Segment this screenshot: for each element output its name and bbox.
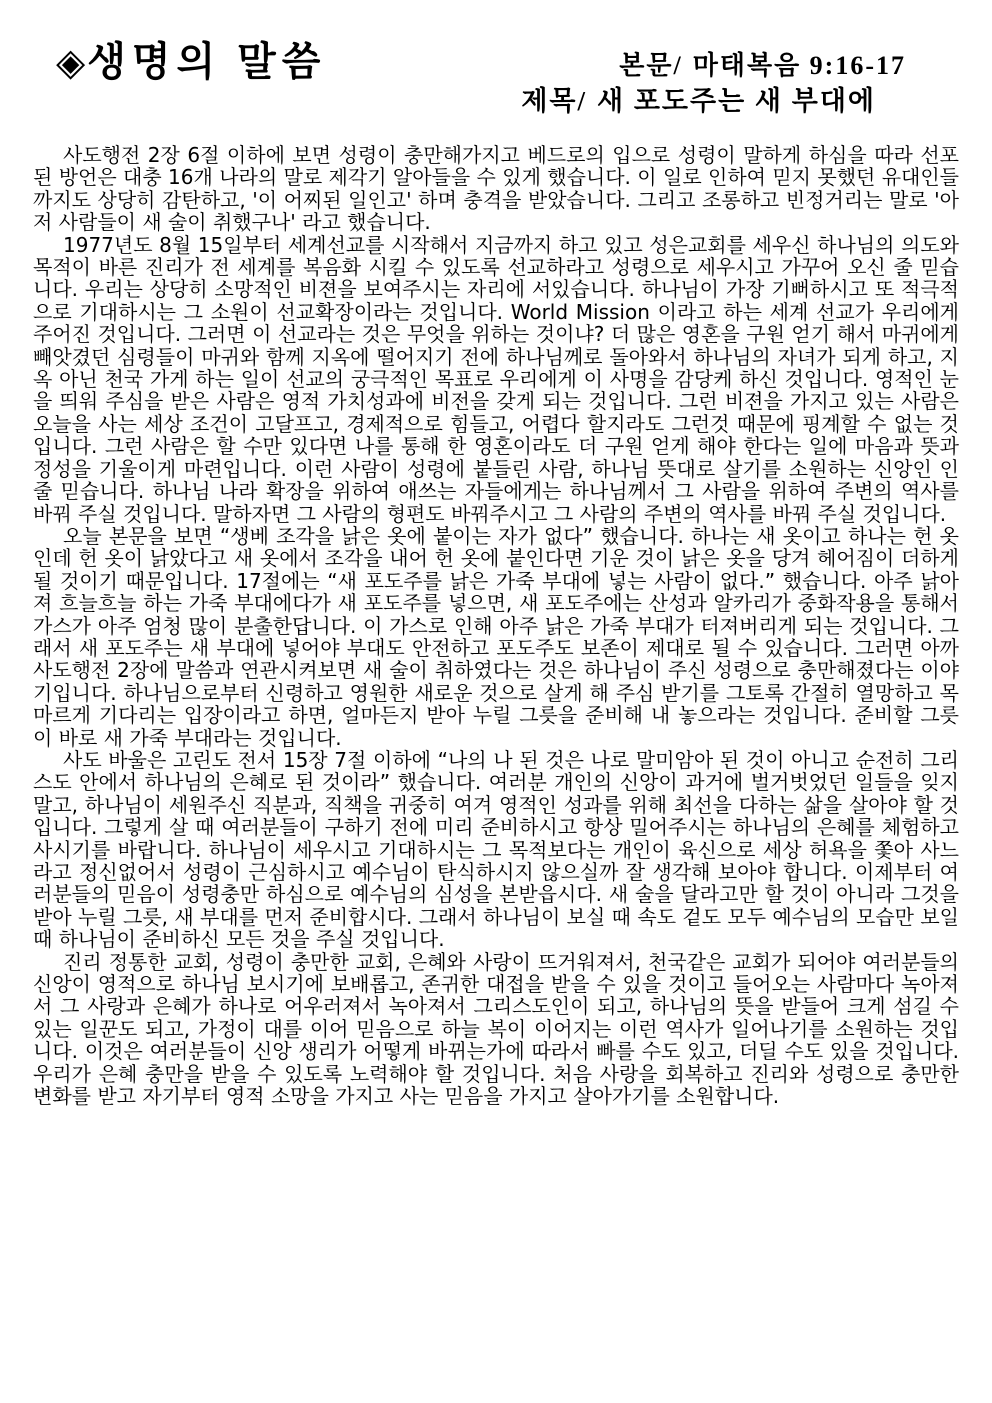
sermon-paragraph: 사도 바울은 고린도 전서 15장 7절 이하에 “나의 나 된 것은 나로 말미암아 된 것이 아니고 순전히 그리스도 안에서 하나님의 은혜로 된 것이라” 했습니다. 여러분 개인의 신앙이 과거에 벌거벗었던 일들을 잊지 말고, 하나님이 세원주신 직분과, 직책을 귀중히 여겨 영적인 성과를 위해 최선을 다하는 삶을 살아야 할 것입니다. 그렇게 살 때 여러분들이 구하기 전에 미리 준비하시고 항상 밀어주시는 하나님의 은혜를 체험하고 사시기를 바랍니다. 하나님이 세우시고 기대하시는 그 목적보다는 개인이 육신으로 세상 허욕을 쫓아 사느라고 정신없어서 성령이 근심하시고 예수님이 탄식하시지 않으실까 잘 생각해 보아야 합니다. 이제부터 여러분들의 믿음이 성령충만 하심으로 예수님의 심성을 본받읍시다. 새 술을 달라고만 할 것이 아니라 그것을 받아 누릴 그릇, 새 부대를 먼저 준비합시다. 그래서 하나님이 보실 때 속도 겉도 모두 예수님의 모습만 보일 때 하나님이 준비하신 모든 것을 주실 것입니다.	[33, 747, 959, 952]
scripture-reference-block	[521, 50, 906, 117]
sermon-paragraph: 사도행전 2장 6절 이하에 보면 성령이 충만해가지고 베드로의 입으로 성령이 말하게 하심을 따라 선포된 방언은 대충 16개 나라의 말로 제각기 알아들을 수 있게 했습니다. 이 일로 인하여 믿지 못했던 유대인들까지도 상당히 감탄하고, '이 어찌된 일인고' 하며 충격을 받았습니다. 그리고 조롱하고 빈정거리는 말로 '아 저 사람들이 새 술이 취했구나' 라고 했습니다.	[33, 143, 959, 235]
document-header	[0, 0, 992, 146]
passage-value: 마태복음 9:16-17	[692, 51, 906, 80]
sermon-title-label: 제목/	[521, 86, 587, 116]
page-title	[56, 40, 326, 85]
sermon-title-value: 새 포도주는 새 부대에	[597, 86, 876, 116]
sermon-title-line	[521, 85, 906, 117]
sermon-paragraph: 1977년도 8월 15일부터 세계선교를 시작해서 지금까지 하고 있고 성은교회를 세우신 하나님의 의도와 목적이 바른 진리가 전 세계를 복음화 시킬 수 있도록 선교하라고 성령으로 세우시고 가꾸어 오신 줄 믿습니다. 우리는 상당히 소망적인 비젼을 보여주시는 자리에 서있습니다. 하나님이 가장 기뻐하시고 또 적극적으로 기대하시는 그 소원이 선교확장이라는 것입니다. World Mission 이라고 하는 세계 선교가 우리에게 주어진 것입니다. 그러면 이 선교라는 것은 무엇을 위하는 것이냐? 더 많은 영혼을 구원 얻기 해서 마귀에게 빼앗겼던 심령들이 마귀와 함께 지옥에 떨어지기 전에 하나님께로 돌아와서 하나님의 자녀가 되게 하고, 지옥 아닌 천국 가게 하는 일이 선교의 궁극적인 목표로 우리에게 이 사명을 감당케 하신 것입니다. 영적인 눈을 띄워 주심을 받은 사람은 영적 가치성과에 비전을 갖게 되는 것입니다. 그런 비젼을 가지고 있는 사람은 오늘을 사는 세상 조건이 고달프고, 경제적으로 힘들고, 어렵다 할지라도 그런것 때문에 핑계할 수 없는 것입니다. 그런 사람은 할 수만 있다면 나를 통해 한 영혼이라도 더 구원 얻게 해야 한다는 일에 마음과 뜻과 정성을 기울이게 마련입니다. 이런 사람이 성령에 붙들린 사람, 하나님 뜻대로 살기를 소원하는 신앙인 인줄 믿습니다. 하나님 나라 확장을 위하여 애쓰는 자들에게는 하나님께서 그 사람을 위하여 주변의 역사를 바꿔 주실 것입니다. 말하자면 그 사람의 형편도 바꿔주시고 그 사람의 주변의 역사를 바꿔 주실 것입니다.	[33, 232, 959, 526]
sermon-body	[33, 144, 959, 1107]
sermon-paragraph: 오늘 본문을 보면 “생베 조각을 낡은 옷에 붙이는 자가 없다” 했습니다. 하나는 새 옷이고 하나는 헌 옷인데 헌 옷이 낡았다고 새 옷에서 조각을 내어 헌 옷에 붙인다면 기운 것이 낡은 옷을 당겨 헤어짐이 더하게 될 것이기 때문입니다. 17절에는 “새 포도주를 낡은 가죽 부대에 넣는 사람이 없다.” 했습니다. 아주 낡아져 흐늘흐늘 하는 가죽 부대에다가 새 포도주를 넣으면, 새 포도주에는 산성과 알카리가 중화작용을 통해서 가스가 아주 엄청 많이 분출한답니다. 이 가스로 인해 아주 낡은 가죽 부대가 터져버리게 되는 것입니다. 그래서 새 포도주는 새 부대에 넣어야 부대도 안전하고 포도주도 보존이 제대로 될 수 있습니다. 그러면 아까 사도행전 2장에 말씀과 연관시켜보면 새 술이 취하였다는 것은 하나님이 주신 성령으로 충만해졌다는 이야기입니다. 하나님으로부터 신령하고 영원한 새로운 것으로 살게 해 주심 받기를 그토록 간절히 열망하고 목마르게 기다리는 입장이라고 하면, 얼마든지 받아 누릴 그릇을 준비해 내 놓으라는 것입니다. 준비할 그릇이 바로 새 가죽 부대라는 것입니다.	[33, 523, 959, 750]
passage-label: 본문/	[619, 51, 683, 80]
sermon-paragraph: 진리 정통한 교회, 성령이 충만한 교회, 은혜와 사랑이 뜨거워져서, 천국같은 교회가 되어야 여러분들의 신앙이 영적으로 하나님 보시기에 보배롭고, 존귀한 대접을 받을 수 있을 것이고 들어오는 사람마다 녹아져서 그 사랑과 은혜가 하나로 어우러져서 녹아져서 그리스도인이 되고, 하나님의 뜻을 받들어 크게 섬길 수 있는 일꾼도 되고, 가정이 대를 이어 믿음으로 하늘 복이 이어지는 이런 역사가 일어나기를 소원하는 것입니다. 이것은 여러분들이 신앙 생리가 어떻게 바뀌는가에 따라서 빠를 수도 있고, 더딜 수도 있을 것입니다. 우리가 은혜 충만을 받을 수 있도록 노력해야 할 것입니다. 처음 사랑을 회복하고 진리와 성령으로 충만한 변화를 받고 자기부터 영적 소망을 가지고 사는 믿음을 가지고 살아가기를 소원합니다.	[33, 949, 959, 1109]
diamond-icon: ◈	[56, 42, 86, 84]
page-title-text: 생명의 말씀	[87, 39, 327, 84]
passage-line	[521, 50, 906, 82]
